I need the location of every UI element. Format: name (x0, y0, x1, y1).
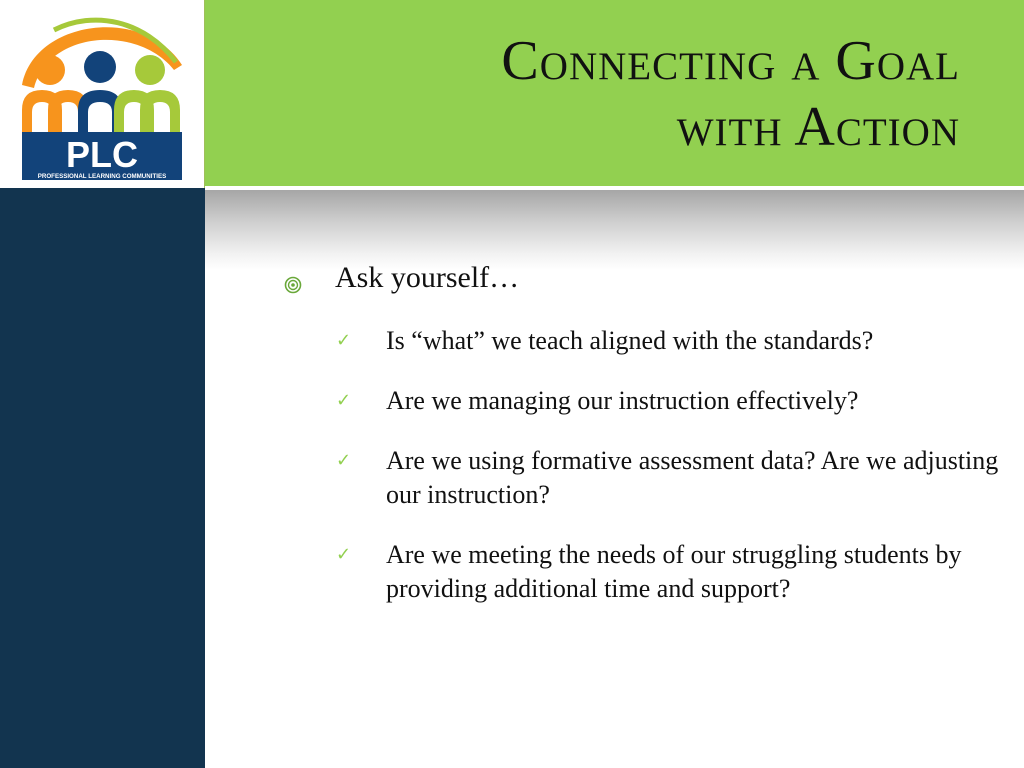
list-item (336, 538, 1000, 606)
person-body-green-2 (140, 90, 180, 138)
check-icon: ✓ (336, 450, 352, 471)
list-item (336, 384, 1000, 418)
list-item-text: Are we meeting the needs of our struggling students by providing additional time and support? (386, 540, 962, 603)
check-icon: ✓ (336, 330, 352, 351)
main-bullet-text: Ask yourself… (335, 261, 520, 294)
person-head-orange (35, 55, 65, 85)
slide-body (280, 258, 1000, 632)
logo-wordmark: PLC (66, 134, 138, 175)
list-item-text: Is “what” we teach aligned with the standards? (386, 326, 874, 355)
circle-target-icon (284, 265, 302, 305)
main-bullet (280, 258, 1000, 298)
person-head-navy (84, 51, 116, 83)
list-item-text: Are we managing our instruction effectively? (386, 386, 859, 415)
slide-title (320, 28, 960, 160)
title-line-2: with Action (676, 96, 960, 158)
sidebar (0, 188, 205, 768)
check-icon: ✓ (336, 390, 352, 411)
sub-list (280, 324, 1000, 606)
plc-logo-graphic (14, 10, 186, 182)
list-item (336, 324, 1000, 358)
list-item-text: Are we using formative assessment data? Are we adjusting our instruction? (386, 446, 999, 509)
person-head-green (135, 55, 165, 85)
plc-logo (0, 0, 205, 188)
check-icon: ✓ (336, 544, 352, 565)
logo-tagline: PROFESSIONAL LEARNING COMMUNITIES (37, 173, 167, 180)
list-item (336, 444, 1000, 512)
title-line-1: Connecting a Goal (501, 30, 960, 92)
